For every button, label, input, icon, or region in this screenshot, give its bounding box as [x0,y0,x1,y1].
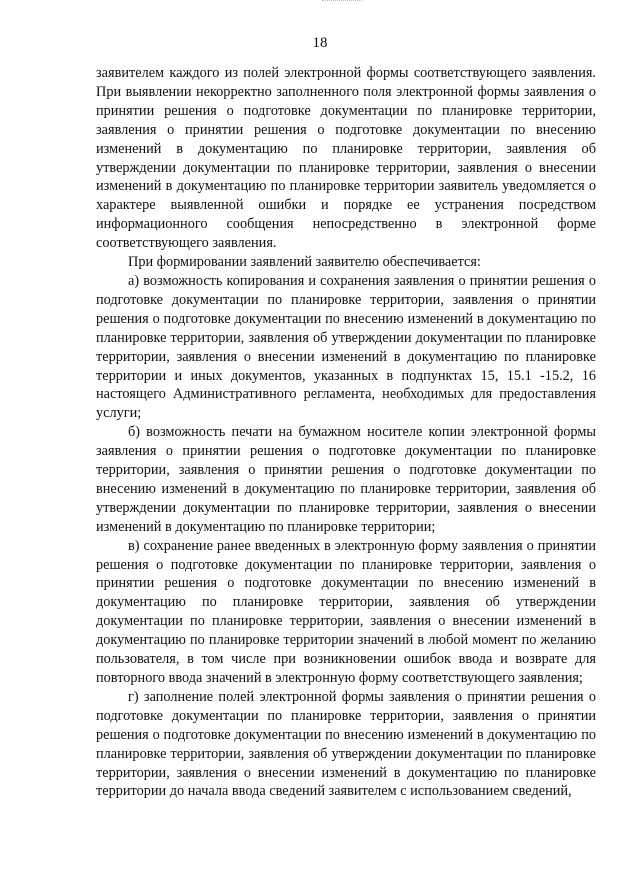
scan-artifact [322,0,362,5]
paragraph-item-b: б) возможность печати на бумажном носителе копии электронной формы заявления о принятии решения о подготовке документации по планировке территории, заявления о принятии решения о подготовке документации по внесению изменений в документацию по планировке территории, заявления об утверждении документации по планировке территории, заявления о внесении изменений в документацию по планировке территории; [96,424,596,535]
paragraph-item-g: г) заполнение полей электронной формы заявления о принятии решения о подготовке документации по планировке территории, заявления о принятии решения о подготовке документации по внесению изменений в документацию по планировке территории, заявления об утверждении документации по планировке территории, заявления о внесении изменений в документацию по планировке территории до начала ввода сведений заявителем с использованием сведений, [96,688,596,800]
paragraph-continuation: заявителем каждого из полей электронной формы соответствующего заявления. При выявлении некорректно заполненного поля электронной формы заявления о принятии решения о подготовке документации по планировке территории, заявления о принятии решения о подготовке документации по внесению изменений в документацию по планировке территории, заявления об утверждении документации по планировке территории, заявления о внесении изменений в документацию по планировке территории заявитель уведомляется о характере выявленной ошибки и порядке ее устранения посредством информационного сообщения непосредственно в электронной форме соответствующего заявления. [96,65,596,252]
paragraph-item-a: а) возможность копирования и сохранения заявления о принятии решения о подготовке документации по планировке территории, заявления о принятии решения о подготовке документации по внесению изменений в документацию по планировке территории, заявления об утверждении документации по планировке территории, заявления о внесении изменений в документацию по планировке территории и иных документов, указанных в подпунктах 15, 15.1 -15.2, 16 настоящего Административного регламента, необходимых для предоставления услуги; [96,272,596,422]
paragraph-intro: При формировании заявлений заявителю обеспечивается: [128,254,481,271]
page-number: 18 [312,35,328,51]
paragraph-item-v: в) сохранение ранее введенных в электронную форму заявления о принятии решения о подготовке документации по планировке территории, заявления о принятии решения о подготовке документации по внесению изменений в документацию по планировке территории, заявления об утверждении документации по планировке территории, заявления о внесении изменений в документацию по планировке территории значений в любой момент по желанию пользователя, в том числе при возникновении ошибок ввода и возврате для повторного ввода значений в электронную форму соответствующего заявления; [96,537,596,686]
document-body [96,64,596,801]
